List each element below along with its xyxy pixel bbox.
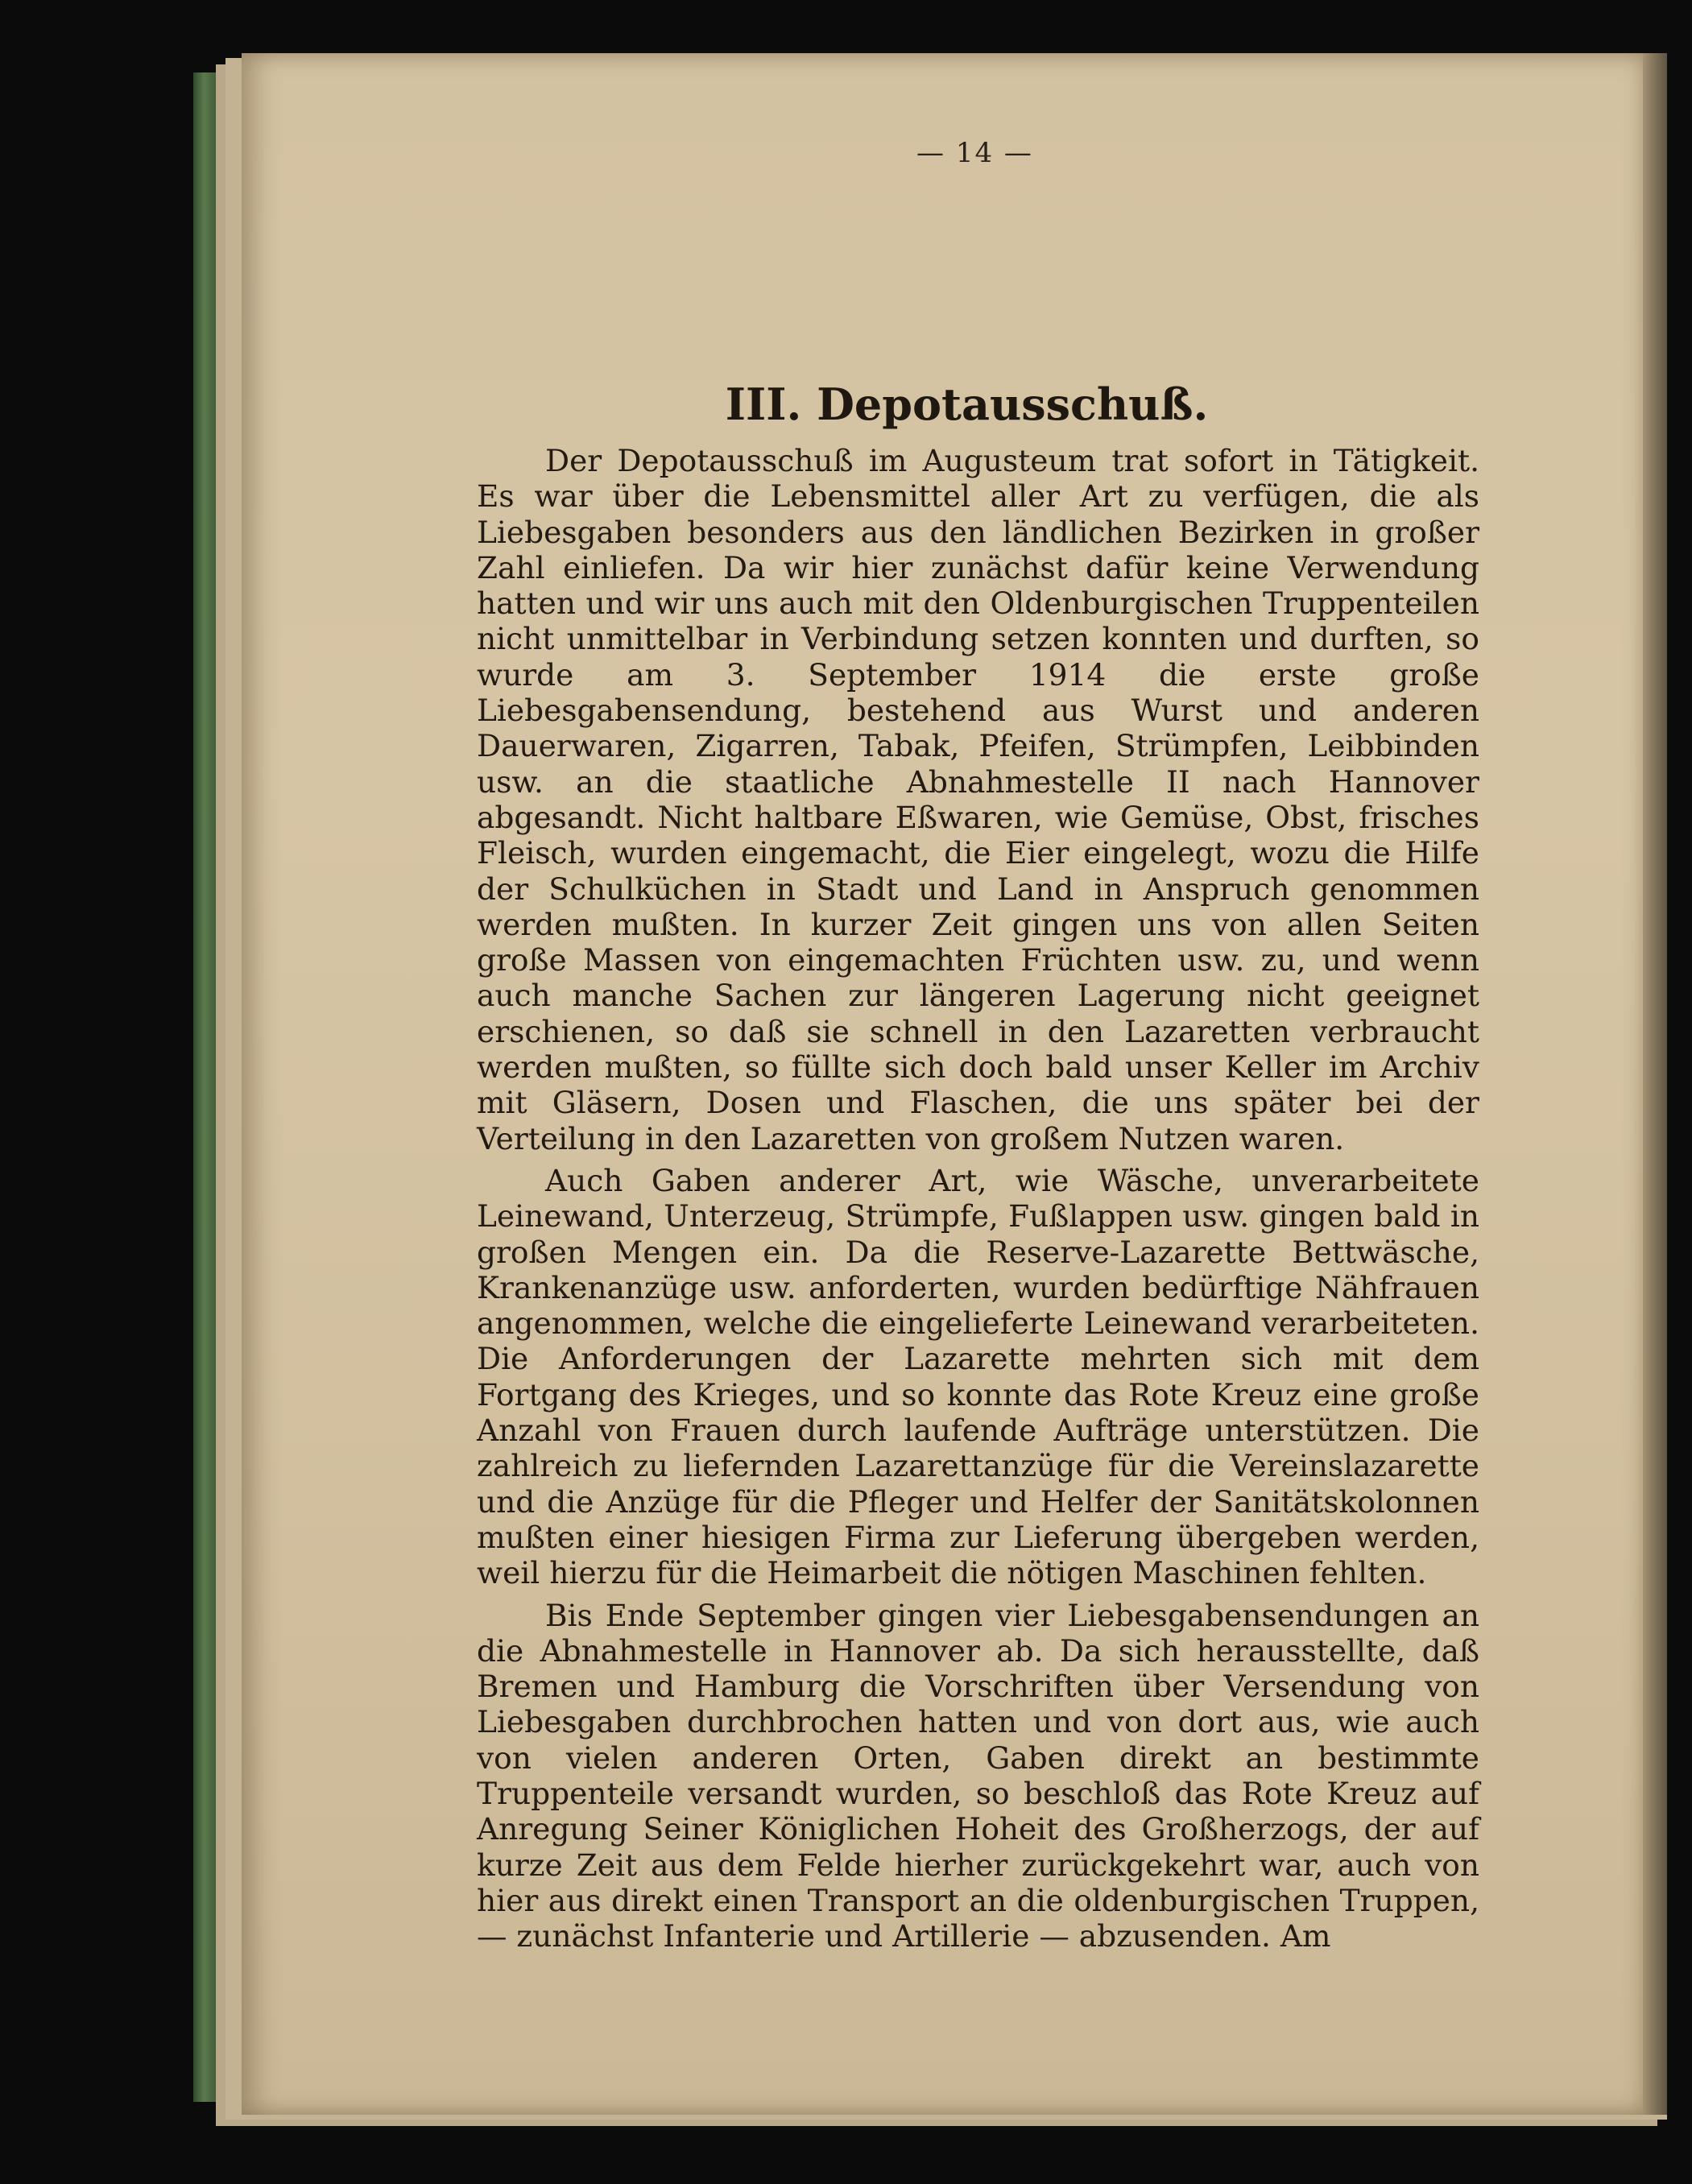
paragraph: Bis Ende September gingen vier Liebesgabensendungen an die Abnahmestelle in Hannover ab. Da sich herausstellte, daß Bremen und Hamburg die Vorschriften über Versendung von Liebesgaben durchbrochen hatten und von dort aus, wie auch von vielen anderen Orten, Gaben direkt an bestimmte Truppenteile versandt wurden, so beschloß das Rote Kreuz auf Anregung Seiner Königlichen Hoheit des Großherzogs, der auf kurze Zeit aus dem Felde hierher zurückgekehrt war, auch von hier aus direkt einen Transport an die oldenburgischen Truppen, — zunächst Infanterie und Artillerie — abzusenden. Am (477, 1597, 1479, 1954)
body-text (477, 443, 1479, 1954)
page-right-edge (1643, 53, 1667, 2115)
section-heading: III. Depotausschuß. (725, 378, 1209, 430)
page-number: — 14 — (916, 137, 1033, 169)
book-spine (193, 72, 217, 2102)
paragraph: Der Depotausschuß im Augusteum trat sofort in Tätigkeit. Es war über die Lebensmittel aller Art zu verfügen, die als Liebesgaben besonders aus den ländlichen Bezirken in großer Zahl einliefen. Da wir hier zunächst dafür keine Verwendung hatten und wir uns auch mit den Oldenburgischen Truppenteilen nicht unmittelbar in Verbindung setzen konnten und durften, so wurde am 3. September 1914 die erste große Liebesgabensendung, bestehend aus Wurst und anderen Dauerwaren, Zigarren, Tabak, Pfeifen, Strümpfen, Leibbinden usw. an die staatliche Abnahmestelle II nach Hannover abgesandt. Nicht haltbare Eßwaren, wie Gemüse, Obst, frisches Fleisch, wurden eingemacht, die Eier eingelegt, wozu die Hilfe der Schulküchen in Stadt und Land in Anspruch genommen werden mußten. In kurzer Zeit gingen uns von allen Seiten große Massen von eingemachten Früchten usw. zu, und wenn auch manche Sachen zur längeren Lagerung nicht geeignet erschienen, so daß sie schnell in den Lazaretten verbraucht werden mußten, so füllte sich doch bald unser Keller im Archiv mit Gläsern, Dosen und Flaschen, die uns später bei der Verteilung in den Lazaretten von großem Nutzen waren. (477, 443, 1479, 1156)
paragraph: Auch Gaben anderer Art, wie Wäsche, unverarbeitete Leinewand, Unterzeug, Strümpfe, Fußlappen usw. gingen bald in großen Mengen ein. Da die Reserve-Lazarette Bettwäsche, Krankenanzüge usw. anforderten, wurden bedürftige Nähfrauen angenommen, welche die eingelieferte Leinewand verarbeiteten. Die Anforderungen der Lazarette mehrten sich mit dem Fortgang des Krieges, und so konnte das Rote Kreuz eine große Anzahl von Frauen durch laufende Aufträge unterstützen. Die zahlreich zu liefernden Lazarettanzüge für die Vereinslazarette und die Anzüge für die Pfleger und Helfer der Sanitätskolonnen mußten einer hiesigen Firma zur Lieferung übergeben werden, weil hierzu für die Heimarbeit die nötigen Maschinen fehlten. (477, 1162, 1479, 1591)
